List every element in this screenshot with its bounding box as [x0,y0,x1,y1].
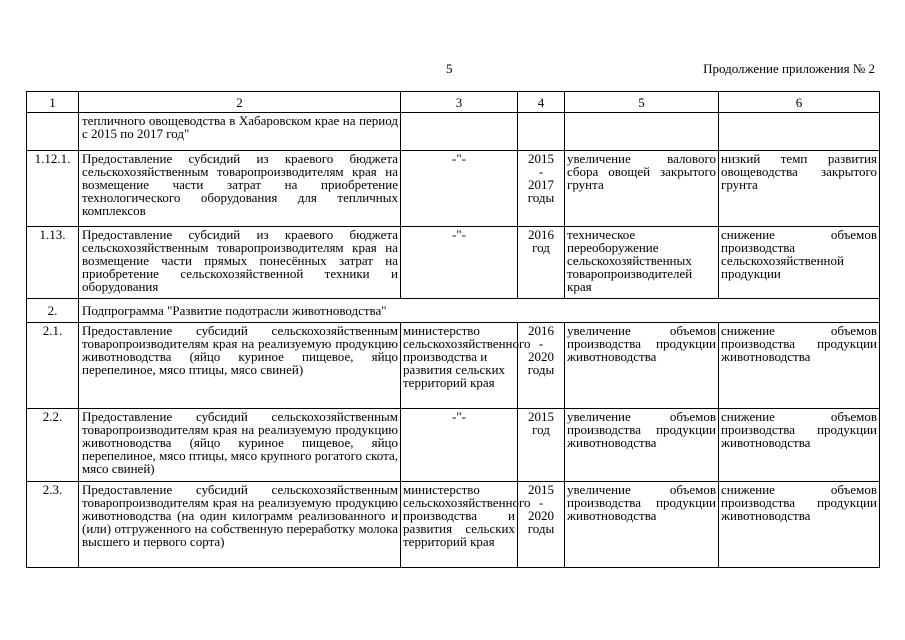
row-number-cell [27,113,79,151]
term-line: год [532,240,550,255]
term-line: 2017 [528,177,554,192]
executor-cell: министерство сельскохозяйственного производства и развития сельских территорий края [401,323,518,409]
continuation-label: Продолжение приложения № 2 [703,61,875,76]
result-cell: техническое переоборужение сельскохозяйственных товаропроизводителей края [565,227,719,299]
row-number-cell: 2.2. [27,409,79,482]
executor-cell: министерство сельскохозяйственного производства и развития сельских территорий края [401,482,518,568]
term-cell [518,113,565,151]
row-number-cell: 2.1. [27,323,79,409]
executor-cell: -"- [401,227,518,299]
program-activities-table [26,91,880,568]
activity-cell: Предоставление субсидий из краевого бюджета сельскохозяйственным товаропроизводителям края на возмещение части прямых понесённых затрат на приобретение сельскохозяйственной техники и оборудования [79,227,401,299]
consequence-cell: снижение объемов производства сельскохозяйственной продукции [719,227,880,299]
consequence-cell: низкий темп развития овощеводства закрытого грунта [719,151,880,227]
executor-cell: -"- [401,151,518,227]
term-line: - [538,336,544,351]
term-line: - [538,495,544,510]
column-number-row [27,92,880,113]
result-cell: увеличение валового сбора овощей закрытого грунта [565,151,719,227]
term-line: 2015 [528,151,554,166]
subprogram-row [27,299,880,323]
row-number-cell: 1.13. [27,227,79,299]
executor-cell: -"- [401,409,518,482]
table-row [27,482,880,568]
row-number-cell: 2. [27,299,79,323]
term-line: годы [527,521,555,536]
activity-cell: тепличного овощеводства в Хабаровском крае на период с 2015 по 2017 год" [79,113,401,151]
result-cell: увеличение объемов производства продукции животноводства [565,482,719,568]
table-row [27,409,880,482]
activity-cell: Предоставление субсидий сельскохозяйственным товаропроизводителям края на реализуемую продукцию животноводства (яйцо куриное пищевое, яйцо перепелиное, мясо птицы, мясо крупного рогатого скота, мясо свиней) [79,409,401,482]
consequence-cell: снижение объемов производства продукции животноводства [719,409,880,482]
row-number-cell: 2.3. [27,482,79,568]
table-row [27,323,880,409]
activity-cell: Предоставление субсидий сельскохозяйственным товаропроизводителям края на реализуемую продукцию животноводства (яйцо куриное пищевое, яйцо перепелиное, мясо птицы, мясо свиней) [79,323,401,409]
column-header: 2 [79,92,401,113]
term-line: 2020 [528,349,554,364]
subprogram-title: Подпрограмма "Развитие подотрасли животноводства" [79,299,880,323]
activity-cell: Предоставление субсидий из краевого бюджета сельскохозяйственным товаропроизводителям края на возмещение части затрат на приобретение технологического оборудования для тепличных комплексов [79,151,401,227]
consequence-cell [719,113,880,151]
term-cell [518,151,565,227]
term-line: год [532,422,550,437]
page-number: 5 [446,61,453,76]
term-line: - [538,164,544,179]
column-header: 4 [518,92,565,113]
result-cell: увеличение объемов производства продукции животноводства [565,409,719,482]
term-line: годы [527,190,555,205]
term-cell [518,227,565,299]
result-cell [565,113,719,151]
row-number-cell: 1.12.1. [27,151,79,227]
term-line: 2015 [528,482,554,497]
term-line: годы [527,362,555,377]
result-cell: увеличение объемов производства продукции животноводства [565,323,719,409]
table-row [27,113,880,151]
term-cell [518,409,565,482]
column-header: 5 [565,92,719,113]
consequence-cell: снижение объемов производства продукции животноводства [719,323,880,409]
table-row [27,227,880,299]
executor-cell [401,113,518,151]
consequence-cell: снижение объемов производства продукции животноводства [719,482,880,568]
term-line: 2015 [528,409,554,424]
term-line: 2020 [528,508,554,523]
table-row [27,151,880,227]
activity-cell: Предоставление субсидий сельскохозяйственным товаропроизводителям края на реализуемую продукцию животноводства (на один килограмм реализованного и (или) отгруженного на собственную переработку молока высшего и первого сорта) [79,482,401,568]
column-header: 6 [719,92,880,113]
column-header: 1 [27,92,79,113]
term-line: 2016 [528,227,554,242]
column-header: 3 [401,92,518,113]
term-line: 2016 [528,323,554,338]
